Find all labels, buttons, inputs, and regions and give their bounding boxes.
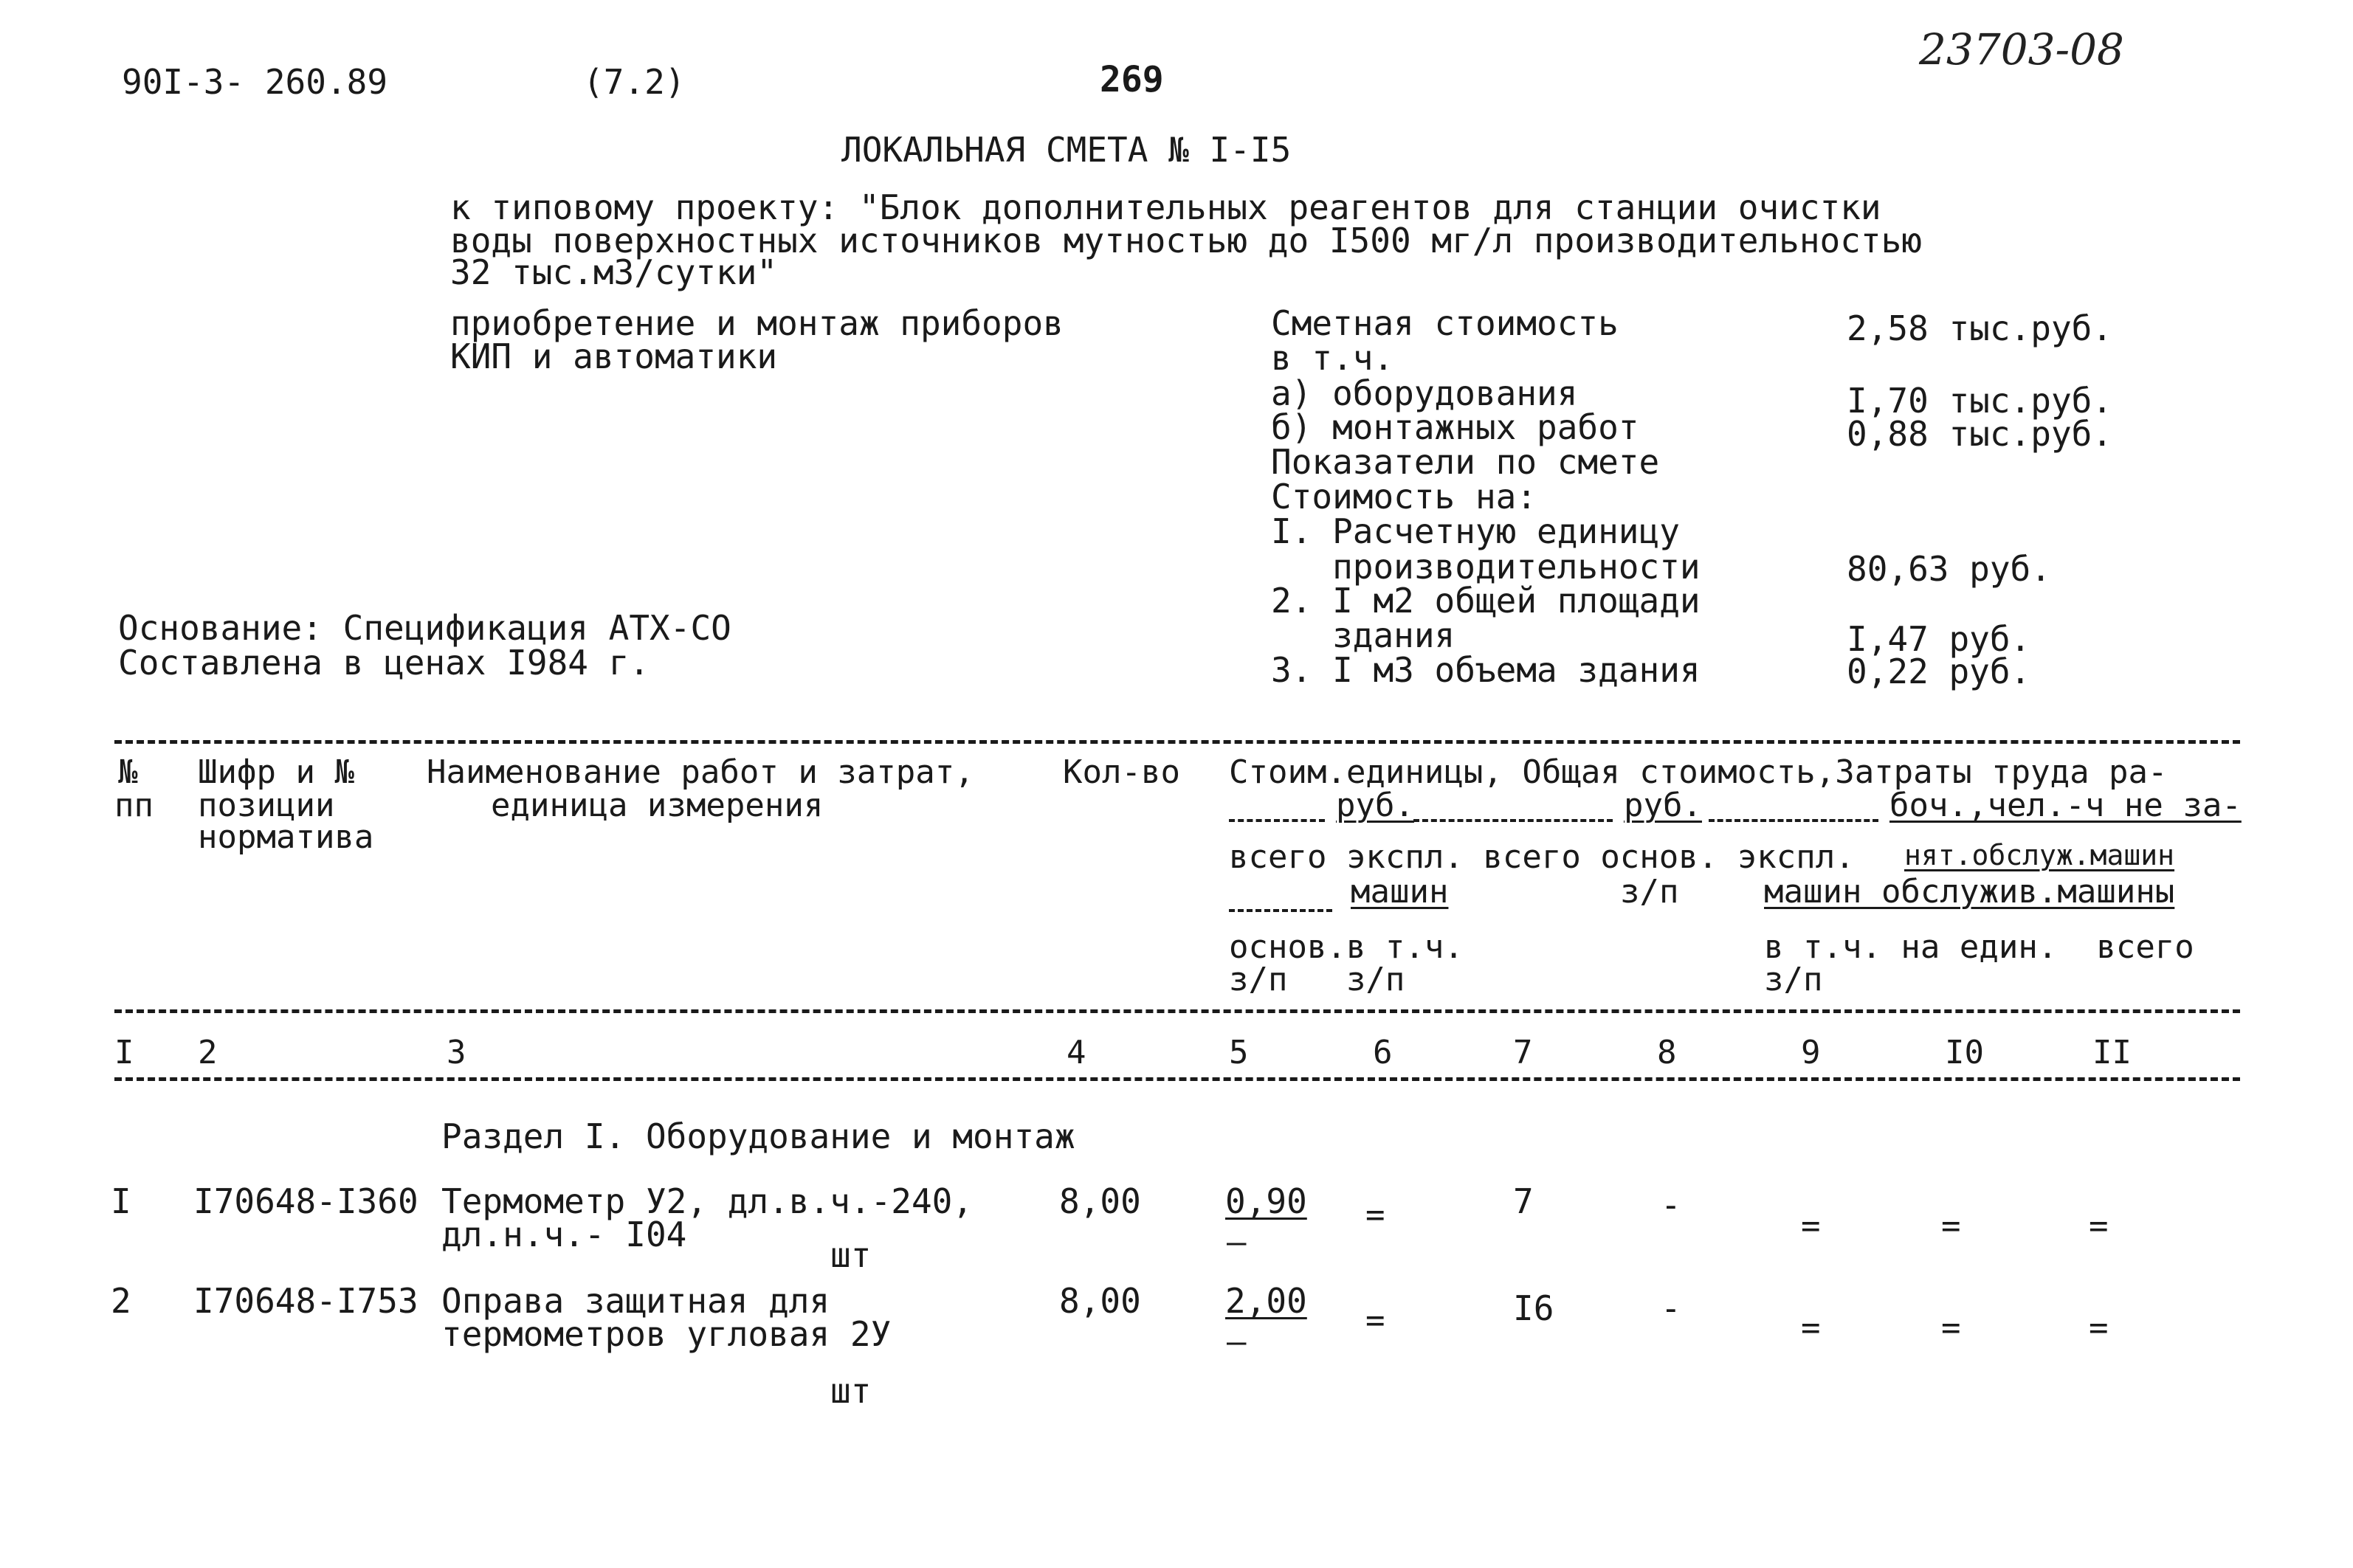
header-col3-line2: единица измерения <box>491 787 824 824</box>
row-number: 2 <box>111 1281 131 1321</box>
row-total: I6 <box>1513 1288 1554 1328</box>
row-name-line-1: Оправа защитная для <box>441 1281 830 1321</box>
summary-label: производительности <box>1271 547 1701 587</box>
header-sub-line2c: машин обслужив.машины <box>1764 873 2175 911</box>
equipment-cost-value: I,70 тыс.руб. <box>1847 381 2113 421</box>
empty-mark: = <box>1365 1196 1385 1234</box>
header-col3-line1: Наименование работ и затрат, <box>427 753 974 791</box>
empty-mark: – <box>1227 1323 1247 1361</box>
header-col1-line1: № <box>118 753 138 791</box>
basis-line-2: Составлена в ценах I984 г. <box>118 643 650 683</box>
column-number: 2 <box>198 1034 218 1071</box>
header-bottom-divider <box>114 1009 2240 1013</box>
row-total: 7 <box>1513 1181 1534 1221</box>
per-unit-cost-value: 80,63 руб. <box>1847 549 2051 589</box>
header-sub-line2a: машин <box>1351 873 1449 911</box>
summary-label: Сметная стоимость <box>1271 303 1619 343</box>
empty-mark: = <box>1365 1302 1385 1339</box>
work-description-line-1: приобретение и монтаж приборов <box>450 303 1064 343</box>
summary-label: 3. I м3 объема здания <box>1271 650 1701 690</box>
header-subdivider <box>1413 819 1613 822</box>
summary-label: 2. I м2 общей площади <box>1271 581 1701 621</box>
project-line-3: 32 тыс.м3/сутки" <box>450 252 778 292</box>
header-col2-line2: позиции <box>198 787 335 824</box>
header-subdivider <box>1229 819 1325 822</box>
header-col1-line2: пп <box>114 787 154 824</box>
handwritten-reference: 23703-08 <box>1919 24 2124 75</box>
empty-mark: – <box>1227 1223 1247 1261</box>
basis-line-1: Основание: Спецификация АТХ-СО <box>118 608 731 648</box>
project-line-2: воды поверхностных источников мутностью до I500 мг/л производительностью <box>450 221 1922 260</box>
empty-mark: = <box>1941 1309 1961 1347</box>
row-unit-cost: 2,00 <box>1225 1281 1307 1321</box>
document-code: 90I-3- 260.89 <box>122 62 388 102</box>
row-code: I70648-I360 <box>193 1181 418 1221</box>
summary-label: Стоимость на: <box>1271 477 1537 517</box>
row-base-salary: - <box>1661 1288 1681 1328</box>
column-number: 3 <box>447 1034 466 1071</box>
summary-label: в т.ч. <box>1271 338 1394 378</box>
header-sub-line1b: нят.обслуж.машин <box>1904 839 2175 871</box>
header-total-cost-currency: руб. <box>1624 787 1702 824</box>
table-top-divider <box>114 740 2240 744</box>
header-sub-line2b: з/п <box>1620 873 1679 911</box>
page-number: 269 <box>1100 59 1164 100</box>
empty-mark: = <box>2089 1207 2109 1245</box>
row-quantity: 8,00 <box>1059 1181 1141 1221</box>
header-sub-line4: з/п з/п <box>1229 961 1405 998</box>
summary-label: Показатели по смете <box>1271 442 1660 482</box>
empty-mark: = <box>1801 1207 1821 1245</box>
installation-cost-value: 0,88 тыс.руб. <box>1847 414 2113 454</box>
header-sub-line4b: з/п <box>1764 961 1823 998</box>
row-name-line-2: дл.н.ч.- I04 <box>441 1215 687 1254</box>
total-cost-value: 2,58 тыс.руб. <box>1847 308 2113 348</box>
row-number: I <box>111 1181 131 1221</box>
column-number: I0 <box>1945 1034 1984 1071</box>
row-quantity: 8,00 <box>1059 1281 1141 1321</box>
column-number: 4 <box>1067 1034 1086 1071</box>
summary-label: а) оборудования <box>1271 373 1578 413</box>
header-col2-line1: Шифр и № <box>198 753 354 791</box>
header-sub-line3b: в т.ч. на един. всего <box>1764 928 2194 966</box>
empty-mark: = <box>1941 1207 1961 1245</box>
empty-mark: = <box>1801 1309 1821 1347</box>
column-number: 9 <box>1801 1034 1821 1071</box>
summary-label: б) монтажных работ <box>1271 407 1639 447</box>
header-labor-line2: боч.,чел.-ч не за- <box>1889 787 2242 824</box>
row-unit: шт <box>830 1235 872 1275</box>
project-line-1: к типовому проекту: "Блок дополнительных реагентов для станции очистки <box>450 187 1881 227</box>
header-col2-line3: норматива <box>198 818 374 856</box>
column-number: 6 <box>1373 1034 1393 1071</box>
header-group-line1: Стоим.единицы, Общая стоимость,Затраты труда ра- <box>1229 753 2168 791</box>
summary-label: здания <box>1271 615 1455 655</box>
header-unit-cost-currency: руб. <box>1336 787 1414 824</box>
row-name-line-2: термометров угловая 2У <box>441 1314 892 1354</box>
row-unit: шт <box>830 1371 872 1411</box>
header-subdivider <box>1709 819 1878 822</box>
column-number: II <box>2092 1034 2132 1071</box>
row-unit-cost: 0,90 <box>1225 1181 1307 1221</box>
section-title: Раздел I. Оборудование и монтаж <box>441 1116 1075 1156</box>
per-m2-cost-value: I,47 руб. <box>1847 619 2031 659</box>
column-number: 8 <box>1657 1034 1677 1071</box>
summary-label: I. Расчетную единицу <box>1271 511 1680 551</box>
column-number: I <box>114 1034 134 1071</box>
row-base-salary: - <box>1661 1185 1681 1225</box>
column-numbers-divider <box>114 1077 2240 1081</box>
header-subdivider <box>1229 909 1332 912</box>
per-m3-cost-value: 0,22 руб. <box>1847 652 2031 691</box>
column-number: 7 <box>1513 1034 1533 1071</box>
header-sub-line1: всего экспл. всего основ. экспл. <box>1229 838 1855 876</box>
header-col4: Кол-во <box>1063 753 1180 791</box>
section-number: (7.2) <box>583 62 686 102</box>
work-description-line-2: КИП и автоматики <box>450 336 778 376</box>
empty-mark: = <box>2089 1309 2109 1347</box>
header-sub-line3: основ.в т.ч. <box>1229 928 1464 966</box>
row-name-line-1: Термометр У2, дл.в.ч.-240, <box>441 1181 974 1221</box>
estimate-title: ЛОКАЛЬНАЯ СМЕТА № I-I5 <box>841 130 1292 170</box>
row-code: I70648-I753 <box>193 1281 418 1321</box>
column-number: 5 <box>1229 1034 1249 1071</box>
